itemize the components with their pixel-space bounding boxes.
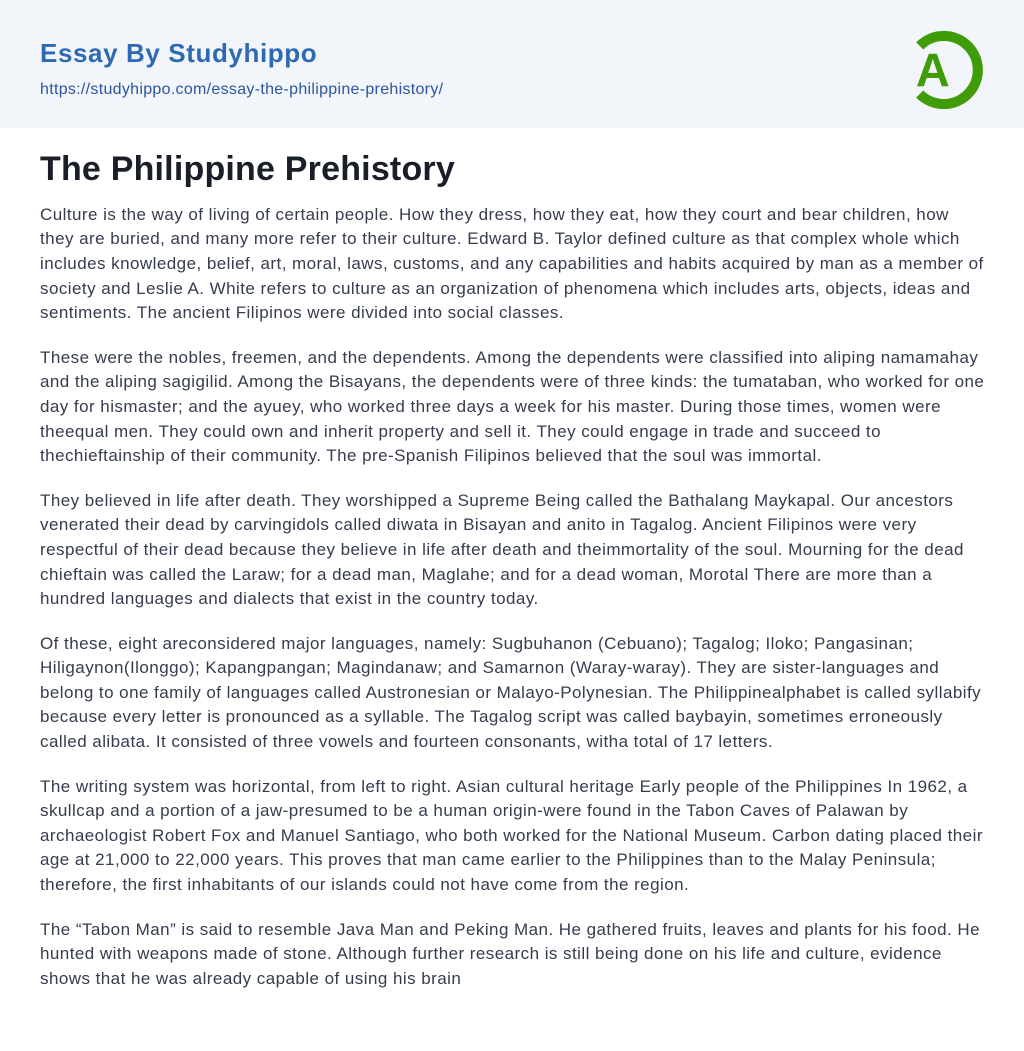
logo-letter: A	[915, 44, 950, 97]
page-url-link[interactable]: https://studyhippo.com/essay-the-philippine-prehistory/	[40, 81, 444, 99]
site-title: Essay By Studyhippo	[40, 37, 318, 68]
essay-paragraph: The “Tabon Man” is said to resemble Java Man and Peking Man. He gathered fruits, leaves and plants for his food. He hunted with weapons made of stone. Although further research is still being done on his life and culture, evidence shows that he was already capable of using his brain	[40, 919, 980, 988]
essay-paragraph: Culture is the way of living of certain people. How they dress, how they eat, how they court and bear children, how they are buried, and many more refer to their culture. Edward B. Taylor defined culture as that complex whole which includes knowledge, belief, art, moral, laws, customs, and any capabilities and habits acquired by man as a member of society and Leslie A. White refers to culture as an organization of phenomena which includes arts, objects, ideas and sentiments. The ancient Filipinos were divided into social classes.	[40, 204, 984, 323]
logo-arc-icon	[896, 24, 988, 116]
essay-paragraph: Of these, eight areconsidered major languages, namely: Sugbuhanon (Cebuano); Tagalog; Iloko; Pangasinan; Hiligaynon(Ilonggo); Kapangpangan; Magindanaw; and Samarnon (Waray-waray). They are sister-languages and belong to one family of languages called Austronesian or Malayo-Polynesian. The Philippinealphabet is called syllabify because every letter is pronounced as a syllable. The Tagalog script was called baybayin, sometimes erroneously called alibata. It consisted of three vowels and fourteen consonants, witha total of 17 letters.	[40, 633, 982, 752]
essay-paragraph: These were the nobles, freemen, and the dependents. Among the dependents were classified into aliping namamahay and the aliping sagigilid. Among the Bisayans, the dependents were of three kinds: the tumataban, who worked for one day for hismaster; and the ayuey, who worked three days a week for his master. During those times, women were theequal men. They could own and inherit property and sell it. They could engage in trade and succeed to thechieftainship of their community. The pre-Spanish Filipinos believed that the soul was immortal.	[40, 347, 985, 466]
essay-paragraph: They believed in life after death. They worshipped a Supreme Being called the Bathalang Maykapal. Our ancestors venerated their dead by carvingidols called diwata in Bisayan and anito in Tagalog. Ancient Filipinos were very respectful of their dead because they believe in life after death and theimmortality of the soul. Mourning for the dead chieftain was called the Laraw; for a dead man, Maglahe; and for a dead woman, Morotal There are more than a hundred languages and dialects that exist in the country today.	[40, 490, 964, 609]
essay-paragraph: The writing system was horizontal, from left to right. Asian cultural heritage Early people of the Philippines In 1962, a skullcap and a portion of a jaw-presumed to be a human origin-were found in the Tabon Caves of Palawan by archaeologist Robert Fox and Manuel Santiago, who both worked for the National Museum. Carbon dating placed their age at 21,000 to 22,000 years. This proves that man came earlier to the Philippines than to the Malay Peninsula; therefore, the first inhabitants of our islands could not have come from the region.	[40, 776, 983, 895]
essay-title: The Philippine Prehistory	[40, 150, 455, 188]
studyhippo-logo	[896, 24, 988, 116]
page-header	[0, 0, 1024, 128]
header-text-block	[40, 39, 443, 100]
essay-content	[0, 128, 1024, 1051]
